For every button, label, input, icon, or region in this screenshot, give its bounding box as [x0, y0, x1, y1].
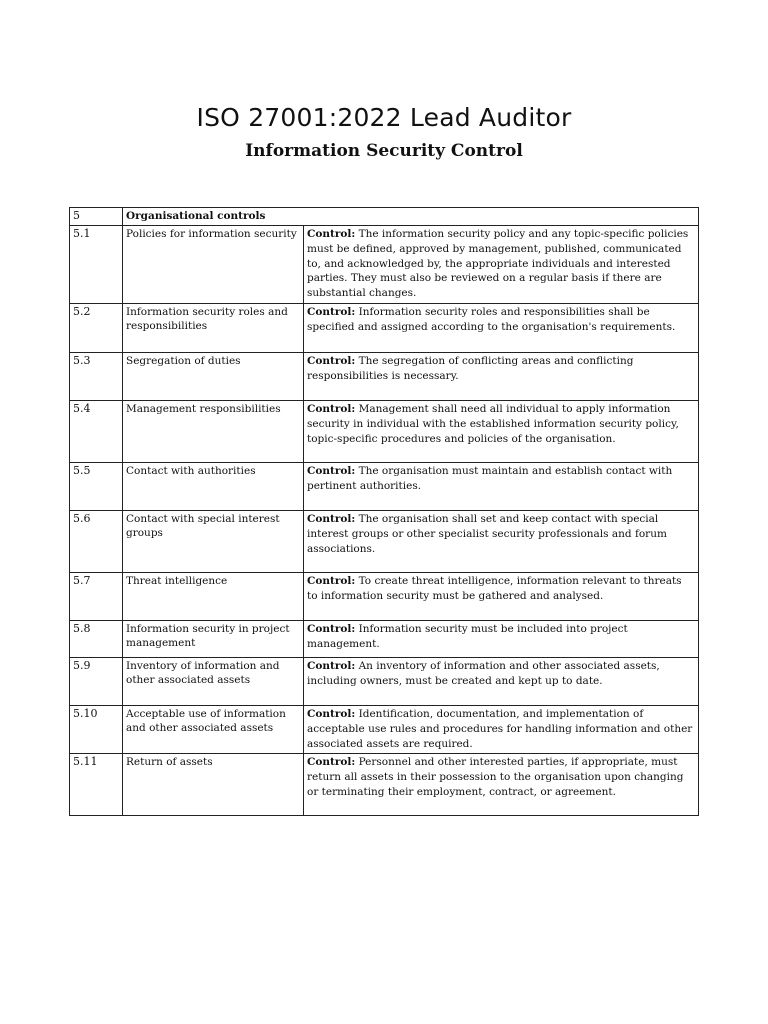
control-name: Inventory of information and other associated assets: [123, 657, 304, 705]
control-number: 5.11: [70, 754, 123, 816]
control-description: Identification, documentation, and implementation of acceptable use rules and procedures for handling information and other associated assets are required.: [307, 707, 693, 750]
control-row: [70, 572, 699, 620]
control-description-cell: [304, 226, 699, 304]
controls-table: [69, 207, 699, 816]
control-label: Control:: [307, 402, 356, 415]
control-row: [70, 754, 699, 816]
control-row: [70, 400, 699, 462]
control-description-cell: [304, 620, 699, 657]
control-description: Information security roles and responsibilities shall be specified and assigned according to the organisation's requirements.: [307, 305, 676, 333]
control-name: Contact with special interest groups: [123, 510, 304, 572]
control-description: The information security policy and any topic-specific policies must be defined, approved by management, published, communicated to, and acknowledged by, the appropriate individuals and interested parties. They must also be reviewed on a regular basis if there are substantial changes.: [307, 228, 689, 300]
control-number: 5.2: [70, 303, 123, 352]
control-name: Segregation of duties: [123, 352, 304, 400]
control-label: Control:: [307, 512, 356, 525]
control-name: Management responsibilities: [123, 400, 304, 462]
control-label: Control:: [307, 464, 356, 477]
control-description: Personnel and other interested parties, if appropriate, must return all assets in their possession to the organisation upon changing or terminating their employment, contract, or agreement.: [307, 756, 684, 798]
control-description-cell: [304, 705, 699, 753]
control-description-cell: [304, 303, 699, 352]
document-subtitle: Information Security Control: [245, 141, 523, 161]
control-description-cell: [304, 510, 699, 572]
section-header-row: [70, 208, 699, 226]
control-row: [70, 620, 699, 657]
control-name: Information security in project management: [123, 620, 304, 657]
control-name: Acceptable use of information and other associated assets: [123, 705, 304, 753]
control-description-cell: [304, 462, 699, 510]
control-name: Return of assets: [123, 754, 304, 816]
control-description-cell: [304, 352, 699, 400]
control-description: Information security must be included into project management.: [307, 622, 628, 650]
control-row: [70, 705, 699, 753]
control-label: Control:: [307, 622, 356, 635]
control-description: Management shall need all individual to apply information security in individual with the established information security policy, topic-specific procedures and policies of the organisation.: [307, 402, 679, 445]
control-label: Control:: [307, 659, 356, 672]
control-label: Control:: [307, 756, 356, 769]
control-row: [70, 352, 699, 400]
control-name: Policies for information security: [123, 226, 304, 304]
control-number: 5.9: [70, 657, 123, 705]
control-row: [70, 303, 699, 352]
control-number: 5.10: [70, 705, 123, 753]
control-description: The organisation must maintain and establish contact with pertinent authorities.: [307, 464, 673, 492]
control-name: Information security roles and responsibilities: [123, 303, 304, 352]
control-label: Control:: [307, 305, 356, 318]
control-row: [70, 510, 699, 572]
control-name: Threat intelligence: [123, 572, 304, 620]
control-number: 5.7: [70, 572, 123, 620]
control-description-cell: [304, 754, 699, 816]
control-row: [70, 226, 699, 304]
control-label: Control:: [307, 228, 356, 240]
control-row: [70, 657, 699, 705]
control-description-cell: [304, 400, 699, 462]
control-description: The organisation shall set and keep contact with special interest groups or other specialist security professionals and forum associations.: [307, 512, 667, 555]
control-number: 5.5: [70, 462, 123, 510]
control-name: Contact with authorities: [123, 462, 304, 510]
control-label: Control:: [307, 574, 356, 587]
control-number: 5.8: [70, 620, 123, 657]
control-number: 5.4: [70, 400, 123, 462]
control-label: Control:: [307, 354, 356, 367]
control-row: [70, 462, 699, 510]
section-heading: Organisational controls: [123, 208, 699, 226]
control-number: 5.1: [70, 226, 123, 304]
control-description-cell: [304, 572, 699, 620]
control-description: An inventory of information and other associated assets, including owners, must be created and kept up to date.: [307, 659, 660, 687]
control-number: 5.6: [70, 510, 123, 572]
control-description: The segregation of conflicting areas and conflicting responsibilities is necessary.: [307, 354, 634, 382]
control-description: To create threat intelligence, information relevant to threats to information security must be gathered and analysed.: [307, 574, 682, 602]
document-title: ISO 27001:2022 Lead Auditor: [196, 103, 572, 132]
control-number: 5.3: [70, 352, 123, 400]
control-description-cell: [304, 657, 699, 705]
section-number: 5: [70, 208, 123, 226]
control-label: Control:: [307, 707, 356, 720]
